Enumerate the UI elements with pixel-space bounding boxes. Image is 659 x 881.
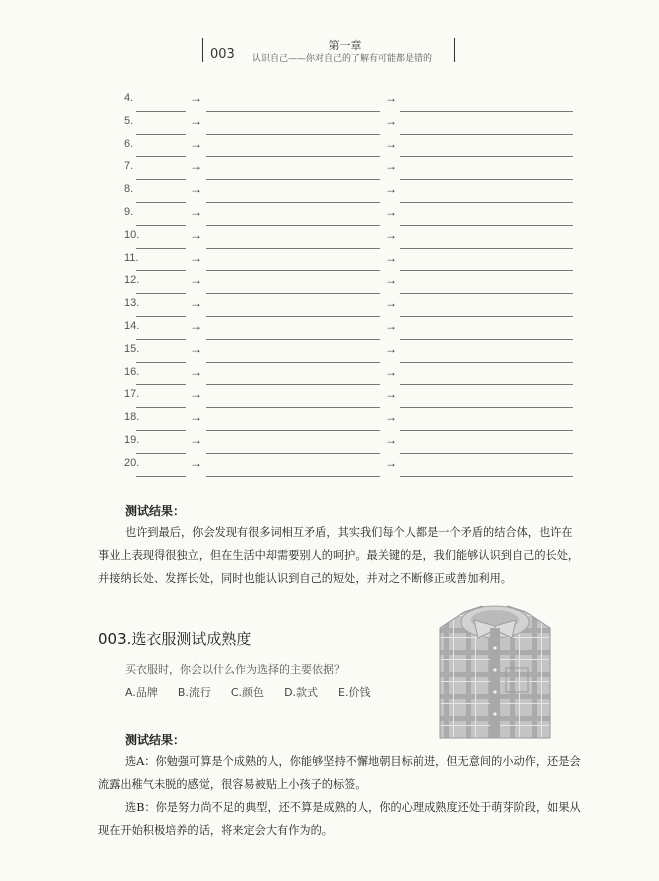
opposite-blank	[206, 293, 380, 294]
reason-blank	[400, 270, 573, 271]
option-d: D.款式	[284, 686, 319, 699]
word-blank	[136, 293, 186, 294]
question-text: 买衣服时，你会以什么作为选择的主要依据？	[125, 663, 345, 676]
opposite-blank	[206, 225, 380, 226]
reason-blank	[400, 156, 573, 157]
opposite-blank	[206, 248, 380, 249]
arrow-icon: →	[385, 273, 397, 288]
options-list	[125, 684, 390, 700]
word-blank	[136, 430, 186, 431]
arrow-icon: →	[190, 455, 202, 470]
row-number: 8.	[124, 183, 134, 196]
reason-blank	[400, 134, 573, 135]
word-blank	[136, 202, 186, 203]
row-number: 5.	[124, 114, 134, 127]
arrow-icon: →	[385, 410, 397, 425]
row-number: 17.	[124, 388, 140, 401]
arrow-icon: →	[190, 204, 202, 219]
row-number: 20.	[124, 456, 140, 469]
opposite-blank	[206, 407, 380, 408]
arrow-icon: →	[190, 159, 202, 174]
result-option-b: 选B：你是努力尚不足的典型，还不算是成熟的人，你的心理成熟度还处于萌芽阶段，如果从现在开始积极培养的话，将来定会大有作为的。	[98, 801, 581, 837]
reason-blank	[400, 362, 573, 363]
arrow-icon: →	[385, 227, 397, 242]
result-heading-2: 测试结果：	[125, 733, 186, 747]
row-number: 9.	[124, 205, 134, 218]
opposite-blank	[206, 156, 380, 157]
arrow-icon: →	[190, 410, 202, 425]
reason-blank	[400, 316, 573, 317]
word-blank	[136, 384, 186, 385]
header-divider-right	[454, 38, 455, 62]
opposite-blank	[206, 316, 380, 317]
word-blank	[136, 476, 186, 477]
row-number: 12.	[124, 274, 140, 287]
reason-blank	[400, 248, 573, 249]
word-blank	[136, 179, 186, 180]
result-paragraph: 也许到最后，你会发现有很多词相互矛盾，其实我们每个人都是一个矛盾的结合体，也许在事业上表现得很独立，但在生活中却需要别人的呵护。最关键的是，我们能够认识到自己的长处，并接纳长处、发挥长处，同时也能认识到自己的短处，并对之不断修正或善加利用。	[98, 526, 580, 585]
reason-blank	[400, 476, 573, 477]
word-blank	[136, 248, 186, 249]
reason-blank	[400, 293, 573, 294]
arrow-icon: →	[385, 113, 397, 128]
page-number: 003	[210, 47, 235, 62]
word-blank	[136, 362, 186, 363]
row-number: 10.	[124, 228, 140, 241]
arrow-icon: →	[190, 387, 202, 402]
row-number: 11.	[124, 251, 139, 264]
chapter-subtitle: 认识自己——你对自己的了解有可能都是错的	[252, 54, 433, 64]
row-number: 7.	[124, 160, 134, 173]
opposite-blank	[206, 339, 380, 340]
arrow-icon: →	[190, 432, 202, 447]
opposite-blank	[206, 202, 380, 203]
arrow-icon: →	[190, 273, 202, 288]
reason-blank	[400, 339, 573, 340]
chapter-label: 第一章	[328, 39, 362, 52]
row-number: 18.	[124, 411, 140, 424]
option-c: C.颜色	[230, 686, 265, 699]
word-blank	[136, 339, 186, 340]
word-blank	[136, 316, 186, 317]
reason-blank	[400, 384, 573, 385]
arrow-icon: →	[190, 364, 202, 379]
option-b: B.流行	[177, 686, 211, 699]
row-number: 6.	[124, 137, 134, 150]
arrow-icon: →	[385, 182, 397, 197]
opposite-blank	[206, 270, 380, 271]
row-number: 16.	[124, 365, 140, 378]
opposite-blank	[206, 476, 380, 477]
arrow-icon: →	[385, 250, 397, 265]
arrow-icon: →	[385, 296, 397, 311]
word-blank	[136, 270, 186, 271]
row-number: 14.	[124, 319, 140, 332]
word-blank	[136, 407, 186, 408]
arrow-icon: →	[190, 91, 202, 105]
arrow-icon: →	[190, 341, 202, 356]
shirt-illustration	[436, 598, 554, 740]
result-heading: 测试结果：	[125, 504, 186, 518]
word-blank	[136, 156, 186, 157]
arrow-icon: →	[385, 159, 397, 174]
option-e: E.价钱	[338, 686, 371, 699]
result-option-a: 选A：你勉强可算是个成熟的人，你能够坚持不懈地朝目标前进，但无意间的小动作，还是会流露出稚气未脱的感觉，很容易被贴上小孩子的标签。	[98, 755, 581, 791]
arrow-icon: →	[385, 136, 397, 151]
reason-blank	[400, 179, 573, 180]
arrow-icon: →	[190, 250, 202, 265]
arrow-icon: →	[385, 204, 397, 219]
arrow-icon: →	[385, 432, 397, 447]
reason-blank	[400, 430, 573, 431]
row-number: 19.	[124, 433, 140, 446]
row-number: 15.	[124, 342, 140, 355]
arrow-icon: →	[190, 227, 202, 242]
arrow-icon: →	[190, 136, 202, 151]
word-blank	[136, 111, 186, 112]
arrow-icon: →	[385, 455, 397, 470]
opposite-blank	[206, 179, 380, 180]
row-number: 13.	[124, 297, 140, 310]
opposite-blank	[206, 362, 380, 363]
row-number: 4.	[124, 92, 134, 104]
arrow-icon: →	[190, 318, 202, 333]
opposite-blank	[206, 134, 380, 135]
option-a: A.品牌	[125, 686, 158, 699]
page-header	[0, 0, 659, 70]
reason-blank	[400, 111, 573, 112]
arrow-icon: →	[190, 296, 202, 311]
arrow-icon: →	[385, 91, 397, 105]
opposite-blank	[206, 430, 380, 431]
opposite-blank	[206, 111, 380, 112]
word-blank	[136, 225, 186, 226]
arrow-icon: →	[385, 387, 397, 402]
reason-blank	[400, 453, 573, 454]
arrow-icon: →	[190, 182, 202, 197]
word-blank	[136, 453, 186, 454]
word-blank	[136, 134, 186, 135]
section-title: 003.选衣服测试成熟度	[98, 630, 252, 648]
arrow-icon: →	[385, 341, 397, 356]
opposite-blank	[206, 453, 380, 454]
arrow-icon: →	[385, 364, 397, 379]
reason-blank	[400, 202, 573, 203]
opposite-blank	[206, 384, 380, 385]
header-divider-left	[202, 38, 203, 62]
reason-blank	[400, 407, 573, 408]
arrow-icon: →	[190, 113, 202, 128]
reason-blank	[400, 225, 573, 226]
arrow-icon: →	[385, 318, 397, 333]
